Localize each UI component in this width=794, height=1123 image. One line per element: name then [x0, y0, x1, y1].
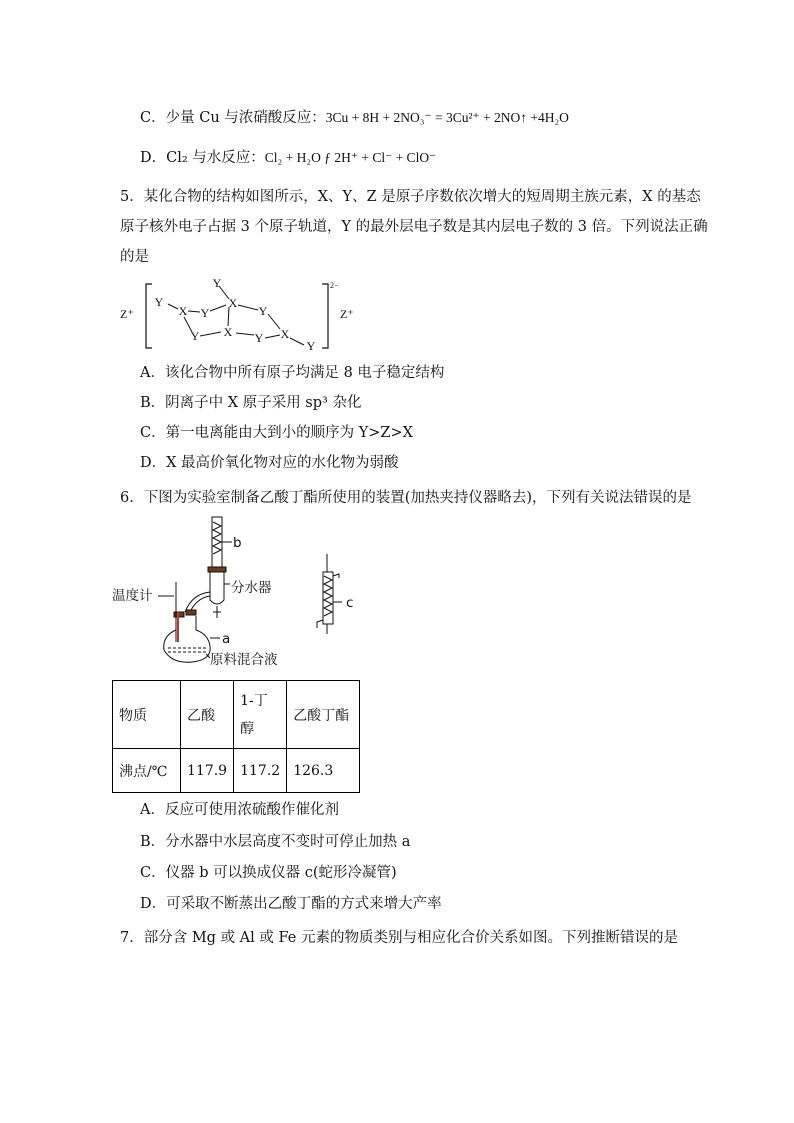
question-5-stem-line-2: 原子核外电子占据 3 个原子轨道，Y 的最外层电子数是其内层电子数的 3 倍。下列说法正确 [120, 219, 708, 235]
label-c: c [346, 595, 354, 611]
chemical-equation: 3Cu + 8H + 2NO₃⁻ = 3Cu²⁺ + 2NO↑ +4H₂O [325, 110, 569, 125]
table-row [113, 749, 360, 793]
option-letter: D． [140, 150, 167, 166]
table-cell: 1-丁醇 [234, 681, 287, 749]
option-a-q6: A．反应可使用浓硫酸作催化剂 [140, 802, 339, 818]
question-6-stem: 6．下图为实验室制备乙酸丁酯所使用的装置(加热夹持仪器略去)，下列有关说法错误的是 [120, 490, 692, 506]
option-text: Cl₂ 与水反应： [166, 150, 265, 166]
atom-y: Y [306, 339, 316, 353]
option-b-q6: B．分水器中水层高度不变时可停止加热 a [140, 834, 411, 850]
water-separator [210, 572, 224, 604]
question-5-stem-line-3: 的是 [120, 249, 149, 265]
atom-y: Y [212, 276, 222, 290]
atom-y: Y [258, 304, 268, 318]
atom-x: X [223, 325, 233, 339]
question-7-stem: 7．部分含 Mg 或 Al 或 Fe 元素的物质类别与相应化合价关系如图。下列推断错误的是 [120, 930, 678, 946]
charge-label: 2− [330, 281, 339, 290]
option-c-q4 [140, 108, 569, 128]
table-cell: 乙酸 [181, 681, 234, 749]
atom-x: X [280, 327, 290, 341]
question-5-stem-line-1: 5．某化合物的结构如图所示，X、Y、Z 是原子序数依次增大的短周期主族元素，X 的基态 [120, 189, 701, 205]
round-bottom-flask [164, 616, 210, 662]
anion-structure-diagram [118, 272, 358, 354]
option-a-q5: A．该化合物中所有原子均满足 8 电子稳定结构 [140, 365, 445, 381]
atom-y: Y [190, 329, 200, 343]
apparatus-diagram [112, 512, 372, 672]
option-d-q4 [140, 148, 436, 168]
table-cell: 物质 [113, 681, 181, 749]
table-cell: 126.3 [287, 749, 360, 793]
label-separator: 分水器 [231, 580, 272, 596]
cation-label: Z⁺ [340, 307, 354, 321]
atom-x: X [228, 296, 238, 310]
table-cell: 117.2 [234, 749, 287, 793]
table-cell: 乙酸丁酯 [287, 681, 360, 749]
left-bracket [146, 284, 152, 348]
cation-label: Z⁺ [120, 307, 134, 321]
atom-y: Y [154, 295, 164, 309]
boiling-point-table [112, 680, 360, 793]
condenser-coil [213, 522, 221, 554]
option-b-q5: B．阴离子中 X 原子采用 sp³ 杂化 [140, 395, 362, 411]
table-cell: 117.9 [181, 749, 234, 793]
label-a: a [222, 631, 231, 647]
label-thermometer: 温度计 [112, 588, 153, 604]
condenser-c [317, 554, 342, 634]
option-c-q6: C．仪器 b 可以换成仪器 c(蛇形冷凝管) [140, 865, 397, 881]
label-mixture: 原料混合液 [210, 652, 278, 668]
option-d-q5: D．X 最高价氧化物对应的水化物为弱酸 [140, 455, 399, 471]
atom-y: Y [200, 306, 210, 320]
option-c-q5: C．第一电离能由大到小的顺序为 Y>Z>X [140, 425, 413, 441]
atom-y: Y [254, 331, 264, 345]
option-letter: C． [140, 110, 166, 126]
table-cell: 沸点/℃ [113, 749, 181, 793]
option-text: 少量 Cu 与浓硝酸反应： [165, 110, 326, 126]
option-d-q6: D．可采取不断蒸出乙酸丁酯的方式来增大产率 [140, 896, 442, 912]
table-row [113, 681, 360, 749]
label-b: b [233, 535, 242, 551]
right-bracket [322, 284, 328, 348]
atom-x: X [178, 304, 188, 318]
chemical-equation: Cl₂ + H₂O ƒ 2H⁺ + Cl⁻ + ClO⁻ [264, 150, 437, 165]
